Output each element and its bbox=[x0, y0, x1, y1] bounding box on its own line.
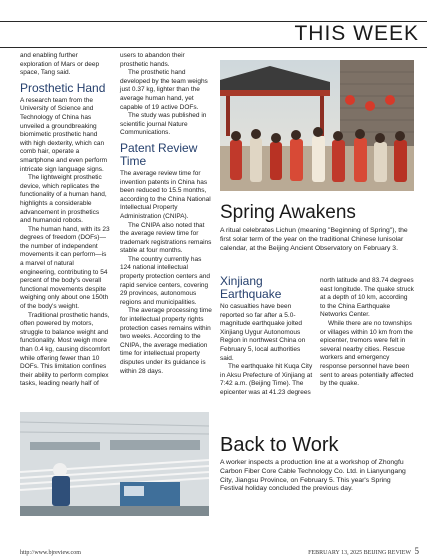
footer-publication: FEBRUARY 13, 2025 BEIJING REVIEW bbox=[308, 550, 411, 556]
paragraph: The average processing time for intellectual property rights protection cases remains within two weeks. According to the CNIPA, the average mediation time for intellectual property disputes under its guidance is within 28 days. bbox=[120, 307, 212, 375]
intro-text: and enabling further exploration of Mars or deep space, Tang said. bbox=[20, 52, 100, 77]
page-number: 5 bbox=[414, 546, 419, 556]
spring-ritual-photo bbox=[220, 60, 414, 191]
footer-date bbox=[308, 546, 419, 556]
paragraph: No casualties have been reported so far after a 5.0-magnitude earthquake jolted Xinjiang Uygur Autonomous Region in northwest China on February 5, local authorities said. bbox=[220, 303, 306, 362]
heading-patent-review: Patent Review Time bbox=[120, 140, 198, 168]
work-caption: A worker inspects a production line at a workshop of Zhongfu Carbon Fiber Core Cable Technology Co. Ltd. in Lianyungang City, Jiangsu Province, on February 5. This year's Spring Festival holiday concluded the previous day. bbox=[220, 459, 406, 493]
paragraph: The earthquake hit Kuqa City in Aksu Prefecture of Xinjiang at 7:42 a.m. (Beijing Time). The epicenter was at 41.23 degrees bbox=[220, 363, 313, 396]
back-to-work-title: Back to Work bbox=[220, 434, 339, 456]
column-xinjiang-left bbox=[220, 275, 314, 398]
paragraph: The prosthetic hand developed by the team weighs just 0.37 kg, lighter than the average human hand, yet capable of 19 active DOFs. bbox=[120, 69, 208, 111]
spring-caption: A ritual celebrates Lichun (meaning "Beginning of Spring"), the first solar term of the year on the traditional Chinese lunisolar calendar, at the Beijing Ancient Observatory on February 3. bbox=[220, 227, 408, 252]
paragraph: The average review time for invention patents in China has been reduced to 15.5 months, according to the China National Intellectual Property Administration (CNIPA). bbox=[120, 169, 211, 220]
heading-xinjiang-earthquake: Xinjiang Earthquake bbox=[220, 274, 282, 301]
header-rule-bottom bbox=[0, 47, 427, 48]
paragraph: The study was published in scientific journal Nature Communications. bbox=[120, 112, 207, 137]
paragraph: The CNIPA also noted that the average review time for trademark registrations remains stable at four months. bbox=[120, 221, 212, 255]
section-title: THIS WEEK bbox=[294, 22, 419, 45]
column-xinjiang-right bbox=[320, 277, 414, 389]
paragraph: Traditional prosthetic hands, often powered by motors, struggle to balance weight and functionality. Most weigh more than 0.4 kg, causing discomfort while offering fewer than 10 DOFs. This limitation confines their ability to perform complex tasks, leading nearly half of bbox=[20, 311, 110, 388]
paragraph: A research team from the University of Science and Technology of China has unveiled a groundbreaking biomimetic prosthetic hand with high dexterity, which can comb hair, operate a smartphone and even perform intricate sign language signs. bbox=[20, 96, 108, 173]
paragraph: The human hand, with its 23 degrees of freedom (DOFs)—the number of independent movements it can perform—is a marvel of natural engineering, contributing to 54 percent of the body's overall functional movements despite weighing only about one 150th of the body's weight. bbox=[20, 225, 110, 311]
heading-prosthetic-hand: Prosthetic Hand bbox=[20, 80, 106, 95]
column-prosthetic bbox=[20, 52, 110, 389]
footer-url[interactable]: http://www.bjreview.com bbox=[20, 550, 81, 556]
paragraph: While there are no townships or villages within 10 km from the epicenter, tremors were felt in several nearby cities. Rescue workers and emergency response personnel have been sent to areas potentially affected by the quake. bbox=[320, 319, 414, 388]
paragraph: north latitude and 83.74 degrees east longitude. The quake struck at a depth of 10 km, according to the China Earthquake Networks Center. bbox=[320, 277, 414, 319]
paragraph: users to abandon their prosthetic hands. bbox=[120, 52, 185, 68]
spring-ritual-illustration bbox=[220, 60, 414, 191]
spring-awakens-title: Spring Awakens bbox=[220, 202, 356, 223]
production-line-illustration bbox=[20, 412, 209, 516]
production-line-photo bbox=[20, 412, 209, 516]
column-patent bbox=[120, 52, 213, 376]
paragraph: The country currently has 124 national intellectual property protection centers and rapid service centers, covering 29 provinces, autonomous regions and municipalities. bbox=[120, 255, 210, 306]
paragraph: The lightweight prosthetic device, which replicates the functionality of a human hand, highlights a considerable advancement in prosthetics and humanoid robots. bbox=[20, 174, 107, 225]
